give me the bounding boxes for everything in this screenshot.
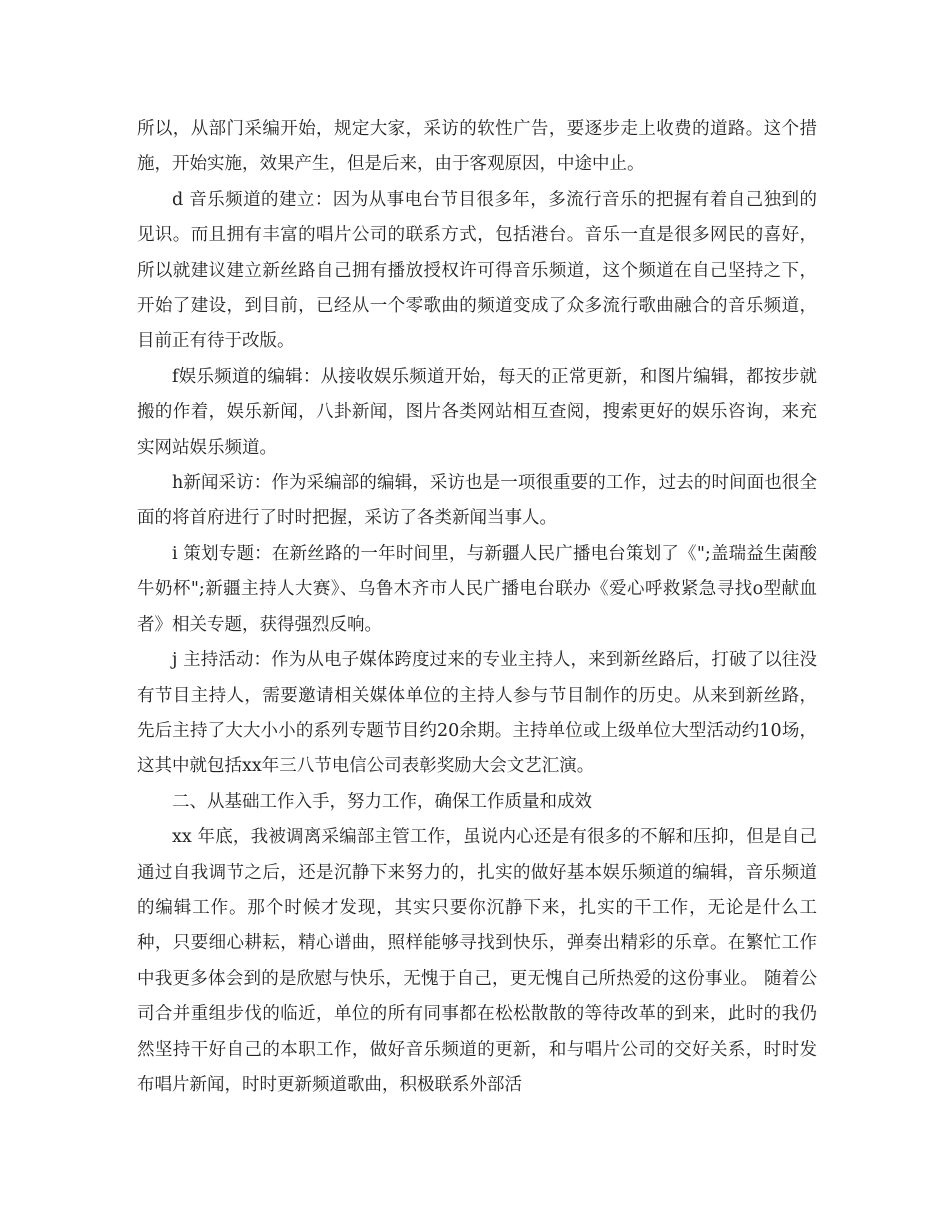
section-heading: 二、从基础工作入手，努力工作，确保工作质量和成效 <box>172 791 592 812</box>
paragraph-entertainment-channel: f娱乐频道的编辑：从接收娱乐频道开始，每天的正常更新，和图片编辑，都按步就搬的作着，娱乐新闻，八卦新闻，图片各类网站相互查阅，搜索更好的娱乐咨询，来充实网站娱乐频道。 <box>137 366 817 458</box>
paragraph-music-channel: d 音乐频道的建立：因为从事电台节目很多年，多流行音乐的把握有着自己独到的见识。而且拥有丰富的唱片公司的联系方式，包括港台。音乐一直是很多网民的喜好，所以就建议建立新丝路自己拥有播放授权许可得音乐频道，这个频道在自己坚持之下，开始了建设，到目前，已经从一个零歌曲的频道变成了众多流行歌曲融合的音乐频道，目前正有待于改版。 <box>137 189 817 352</box>
paragraph-year-end: xx 年底，我被调离采编部主管工作，虽说内心还是有很多的不解和压抑，但是自己通过自我调节之后，还是沉静下来努力的，扎实的做好基本娱乐频道的编辑，音乐频道的编辑工作。那个时候才发现，其实只要你沉静下来，扎实的干工作，无论是什么工种，只要细心耕耘，精心谱曲，照样能够寻找到快乐，弹奏出精彩的乐章。在繁忙工作中我更多体会到的是欣慰与快乐，无愧于自己，更无愧自己所热爱的这份事业。 随着公司合并重组步伐的临近，单位的所有同事都在松松散散的等待改革的到来，此时的我仍然坚持干好自己的本职工作，做好音乐频道的更新，和与唱片公司的交好关系，时时发布唱片新闻，时时更新频道歌曲，积极联系外部活 <box>137 827 817 1095</box>
paragraph-special-topics: i 策划专题：在新丝路的一年时间里，与新疆人民广播电台策划了《";盖瑞益生菌酸牛奶杯";新疆主持人大赛》、乌鲁木齐市人民广播电台联办《爱心呼救紧急寻找o型献血者》相关专题，获得强烈反响。 <box>137 543 817 635</box>
paragraph-continuation: 所以，从部门采编开始，规定大家，采访的软性广告，要逐步走上收费的道路。这个措施，开始实施，效果产生，但是后来，由于客观原因，中途中止。 <box>137 119 817 175</box>
paragraph-hosting-activities: j 主持活动：作为从电子媒体跨度过来的专业主持人，来到新丝路后，打破了以往没有节目主持人，需要邀请相关媒体单位的主持人参与节目制作的历史。从来到新丝路，先后主持了大大小小的系列专题节目约20余期。主持单位或上级单位大型活动约10场，这其中就包括xx年三八节电信公司表彰奖励大会文艺汇演。 <box>137 650 817 777</box>
paragraph-news-interview: h新闻采访：作为采编部的编辑，采访也是一项很重要的工作，过去的时间面也很全面的将首府进行了时时把握，采访了各类新闻当事人。 <box>137 473 817 529</box>
document-body <box>137 112 817 1103</box>
